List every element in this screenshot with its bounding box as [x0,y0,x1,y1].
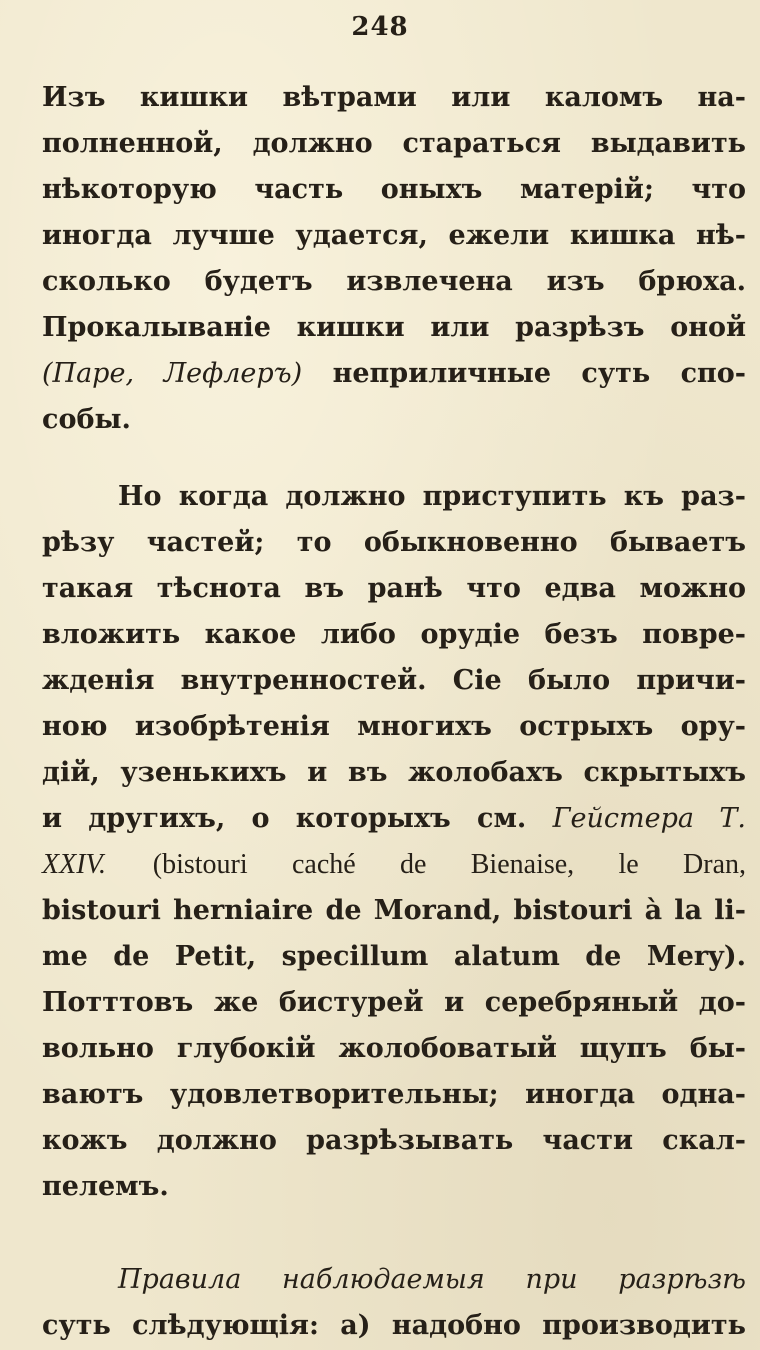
text-line: ною изобрѣтенiя многихъ острыхъ ору- [42,711,746,742]
text-line: пелемъ. [42,1171,169,1202]
text-line: такая тѣснота въ ранѣ что едва можно [42,573,746,604]
text-line: Изъ кишки вѣтрами или каломъ на- [42,82,746,113]
text-line [42,842,746,888]
text-line: собы. [42,404,131,435]
latin-line: bistouri herniaire de Morand, bistouri à la li- [42,895,746,926]
text-line: иногда лучше удается, ежели кишка нѣ- [42,220,746,251]
paragraph-1 [42,75,746,443]
italic-citation: Гейстера Т. [552,803,746,834]
text-fragment: неприличные суть спо- [332,358,747,389]
italic-citation: (Паре, Лефлеръ) [42,358,303,389]
text-fragment: и другихъ, о которыхъ см. [42,803,527,834]
paragraph-2 [42,474,746,1210]
text-line: кожъ должно разрѣзывать части скал- [42,1125,746,1156]
text-line: полненной, должно стараться выдавить [42,128,746,159]
text-line: Потттовъ же бистурей и серебряный до- [42,987,746,1018]
page-number: 248 [351,12,409,42]
latin-line: me de Petit, specillum alatum de Mery). [42,941,746,972]
text-line: ваютъ удовлетворительны; иногда одна- [42,1079,746,1110]
text-line: рѣзу частей; то обыкновенно бываетъ [42,527,746,558]
text-line [42,796,746,842]
text-line: нѣкоторую часть оныхъ матерій; что [42,174,746,205]
text-line: Но когда должно приступить къ раз- [118,481,746,512]
italic-volume: XXIV. [42,849,107,880]
text-line: вольно глубокiй жолобоватый щупъ бы- [42,1033,746,1064]
text-line: дiй, узенькихъ и въ жолобахъ скрытыхъ [42,757,746,788]
latin-text: (bistouri caché de Bienaise, le Dran, [152,849,746,880]
text-line: жденiя внутренностей. Сiе было причи- [42,665,746,696]
text-line [42,351,746,397]
text-line: сколько будетъ извлечена изъ брюха. [42,266,746,297]
text-line [42,1257,746,1303]
italic-heading: Правила наблюдаемыя при разрѣзѣ [118,1264,746,1295]
text-line: Прокалыванiе кишки или разрѣзъ оной [42,312,746,343]
text-line: вложить какое либо орудiе безъ повре- [42,619,746,650]
text-line: суть слѣдующiя: а) надобно производить [42,1310,746,1341]
paragraph-3 [42,1257,746,1349]
